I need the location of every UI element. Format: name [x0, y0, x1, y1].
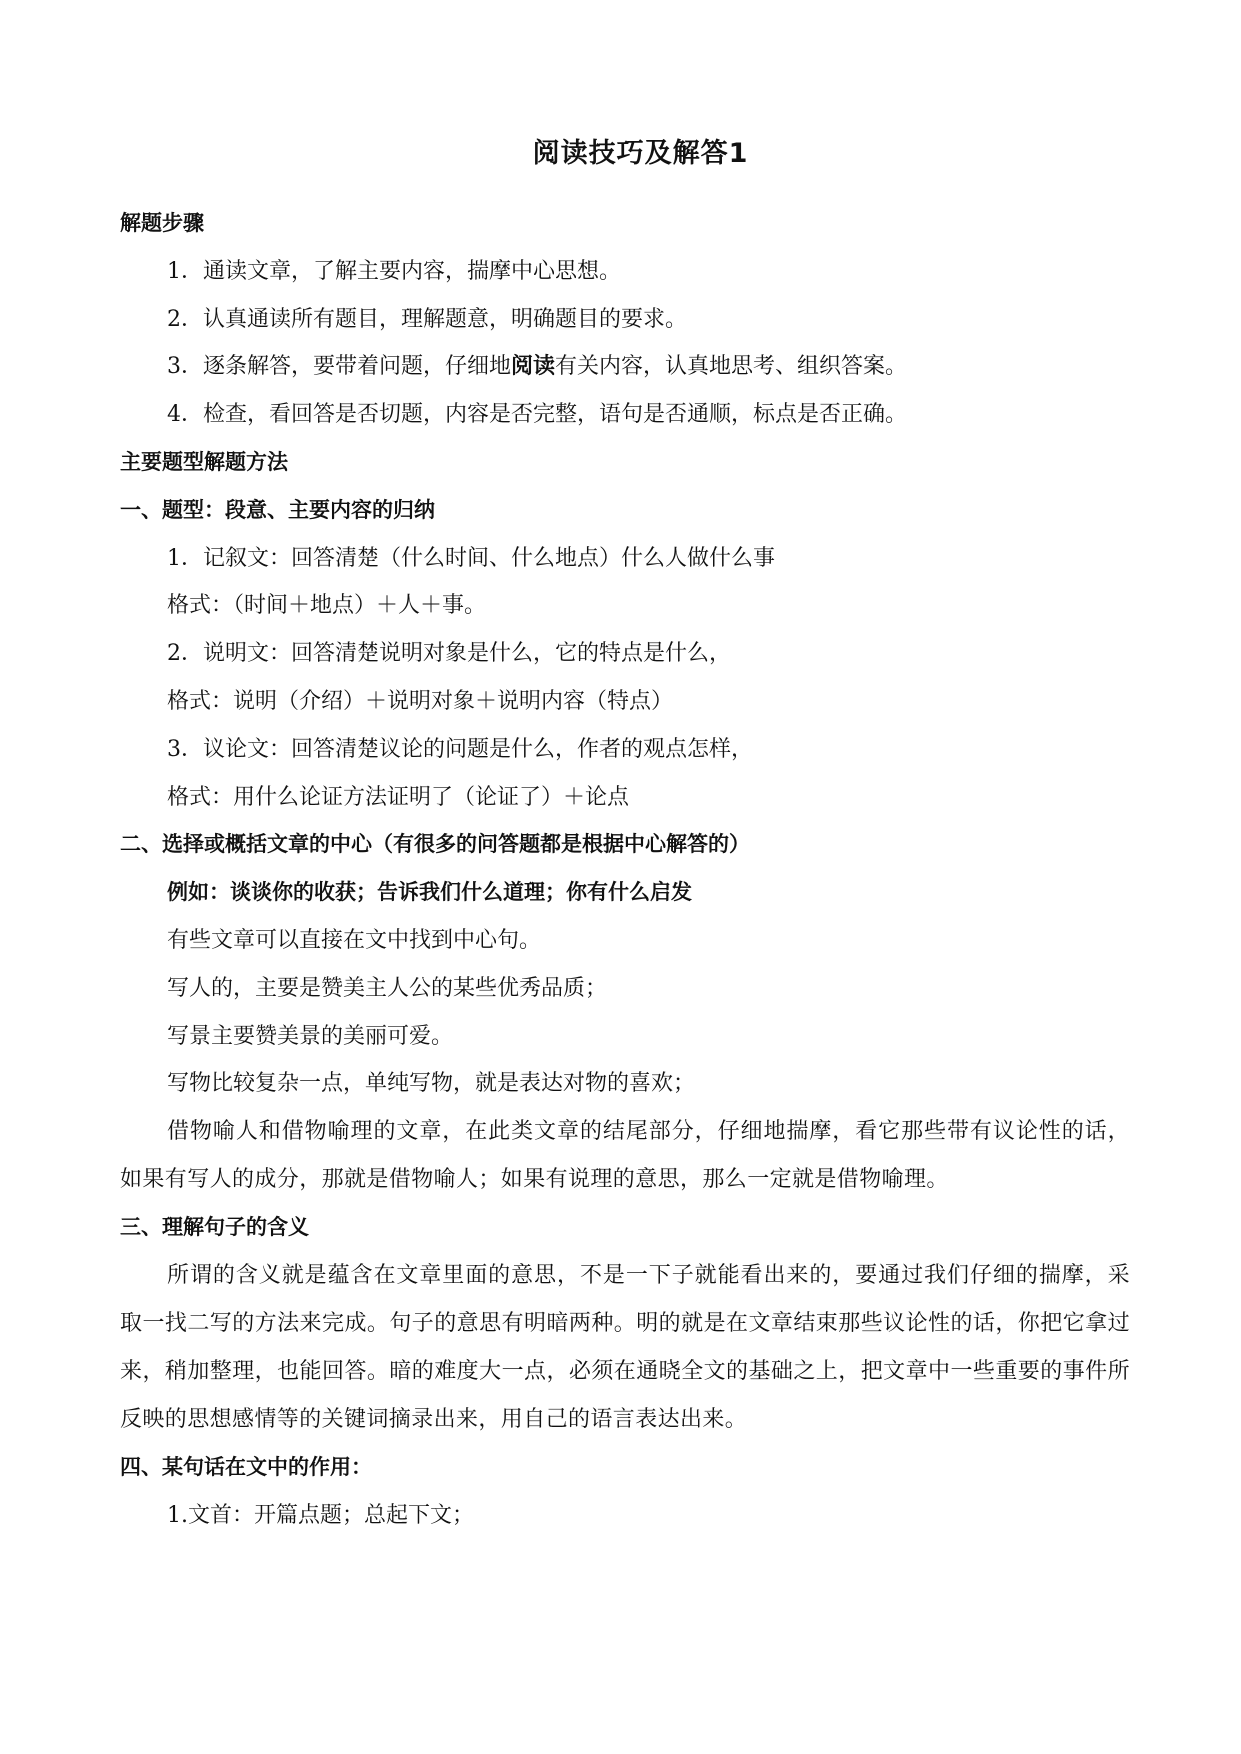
section-2-paragraph: 借物喻人和借物喻理的文章，在此类文章的结尾部分，仔细地揣摩，看它那些带有议论性的话，如果有写人的成分，那就是借物喻人；如果有说理的意思，那么一定就是借物喻理。	[120, 1119, 1130, 1193]
steps-heading: 解题步骤	[120, 211, 204, 235]
section-3-heading: 三、理解句子的含义	[120, 1215, 309, 1240]
section-1-line-5: 3．议论文：回答清楚议论的问题是什么，作者的观点怎样，	[167, 736, 753, 762]
section-1-line-6: 格式：用什么论证方法证明了（论证了）＋论点	[167, 784, 630, 810]
step-item-3-bold-word: 阅读	[511, 354, 556, 380]
section-1-line-4: 格式：说明（介绍）＋说明对象＋说明内容（特点）	[167, 688, 674, 714]
step-item-4: 4．检查，看回答是否切题，内容是否完整，语句是否通顺，标点是否正确。	[167, 402, 907, 428]
section-4-line-1: 1.文首：开篇点题；总起下文；	[167, 1502, 474, 1528]
methods-heading: 主要题型解题方法	[120, 449, 288, 474]
section-2-heading: 二、选择或概括文章的中心（有很多的问答题都是根据中心解答的）	[120, 832, 750, 857]
section-1-heading: 一、题型：段意、主要内容的归纳	[120, 497, 435, 522]
step-item-1: 1．通读文章，了解主要内容，揣摩中心思想。	[167, 258, 621, 284]
section-1-line-3: 2．说明文：回答清楚说明对象是什么，它的特点是什么，	[167, 641, 731, 667]
section-2-line-1: 有些文章可以直接在文中找到中心句。	[167, 927, 542, 953]
step-item-3-text: 3．逐条解答，要带着问题，仔细地	[167, 354, 511, 380]
section-1-line-1: 1．记叙文：回答清楚（什么时间、什么地点）什么人做什么事	[167, 545, 775, 571]
step-item-2: 2．认真通读所有题目，理解题意，明确题目的要求。	[167, 306, 687, 332]
step-item-3	[120, 343, 1130, 391]
section-2-line-3: 写景主要赞美景的美丽可爱。	[167, 1023, 454, 1049]
section-2-example: 例如：谈谈你的收获；告诉我们什么道理；你有什么启发	[167, 880, 692, 905]
section-2-line-4: 写物比较复杂一点，单纯写物，就是表达对物的喜欢；	[167, 1071, 696, 1097]
section-4-heading: 四、某句话在文中的作用：	[120, 1454, 372, 1479]
section-3-paragraph: 所谓的含义就是蕴含在文章里面的意思，不是一下子就能看出来的，要通过我们仔细的揣摩，采取一找二写的方法来完成。句子的意思有明暗两种。明的就是在文章结束那些议论性的话，你把它拿过来，稍加整理，也能回答。暗的难度大一点，必须在通晓全文的基础之上，把文章中一些重要的事件所反映的思想感情等的关键词摘录出来，用自己的语言表达出来。	[120, 1262, 1130, 1432]
section-1-line-2: 格式：（时间＋地点）＋人＋事。	[167, 593, 487, 619]
document-title: 阅读技巧及解答1	[532, 138, 749, 169]
section-2-line-2: 写人的，主要是赞美主人公的某些优秀品质；	[167, 975, 608, 1001]
step-item-3-rest: 有关内容，认真地思考、组织答案。	[555, 354, 908, 380]
document-body	[120, 200, 1130, 1540]
